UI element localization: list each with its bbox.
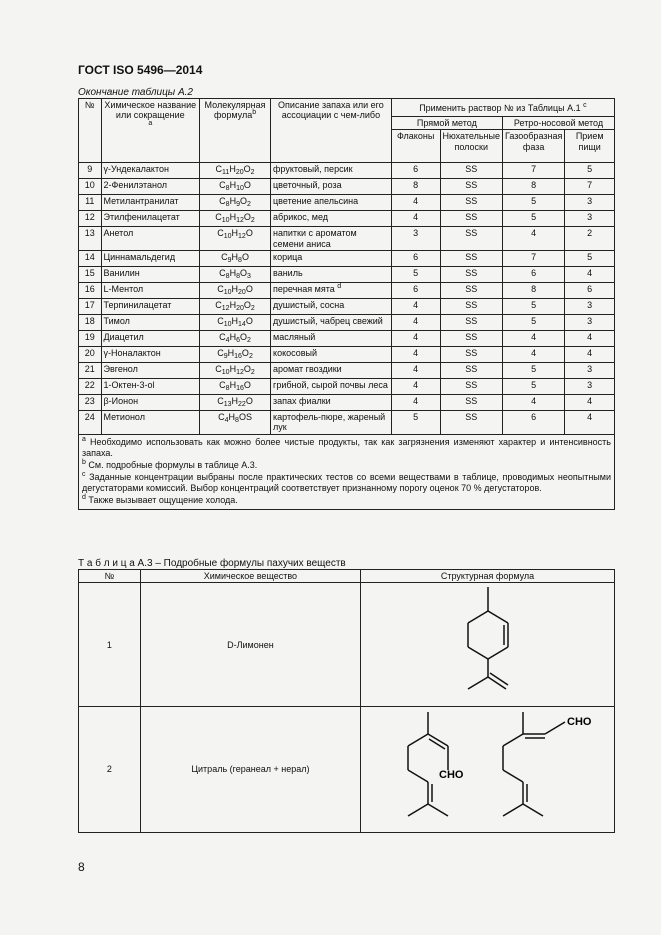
- table-row: [79, 315, 615, 331]
- table-row: [79, 707, 615, 832]
- molecular-formula: $C_4H_6O_2$: [200, 331, 271, 347]
- gas-phase-solution: 4: [502, 347, 564, 363]
- row-number: 13: [79, 227, 102, 251]
- table-row: [79, 379, 615, 395]
- food-solution: 3: [565, 299, 615, 315]
- molecular-formula: $C_{13}H_{22}O$: [200, 395, 271, 411]
- table-row: [79, 583, 615, 707]
- table-row: [79, 251, 615, 267]
- col-header-formula: Молекулярная формула$^b$: [200, 99, 271, 163]
- food-solution: 4: [565, 331, 615, 347]
- chemical-name: Циннамальдегид: [101, 251, 200, 267]
- gas-phase-solution: 7: [502, 163, 564, 179]
- cho-label: CHO: [566, 716, 591, 729]
- strip-solution: SS: [440, 211, 502, 227]
- col-header-apply: Применить раствор № из Таблицы А.1 $^c$: [391, 99, 614, 117]
- molecular-formula: $C_4H_8OS$: [200, 411, 271, 435]
- substance-name: Цитраль (геранеал + нерал): [140, 707, 360, 832]
- gas-phase-solution: 8: [502, 283, 564, 299]
- flacon-solution: 4: [391, 195, 440, 211]
- gas-phase-solution: 6: [502, 411, 564, 435]
- strip-solution: SS: [440, 411, 502, 435]
- food-solution: 2: [565, 227, 615, 251]
- table-row: [79, 411, 615, 435]
- col-header-substance: Химическое вещество: [140, 570, 360, 583]
- gas-phase-solution: 5: [502, 299, 564, 315]
- strip-solution: SS: [440, 299, 502, 315]
- chemical-name: Анетол: [101, 227, 200, 251]
- food-solution: 5: [565, 251, 615, 267]
- chemical-name: Этилфенилацетат: [101, 211, 200, 227]
- food-solution: 4: [565, 347, 615, 363]
- row-number: 21: [79, 363, 102, 379]
- row-number: 15: [79, 267, 102, 283]
- odor-description: корица: [271, 251, 392, 267]
- row-number: 19: [79, 331, 102, 347]
- structure-citral: [361, 707, 615, 832]
- gas-phase-solution: 4: [502, 331, 564, 347]
- strip-solution: SS: [440, 283, 502, 299]
- cho-label: CHO: [438, 769, 463, 782]
- structure-limonene: [361, 583, 615, 707]
- flacon-solution: 6: [391, 163, 440, 179]
- gas-phase-solution: 5: [502, 211, 564, 227]
- table-row: [79, 195, 615, 211]
- flacon-solution: 8: [391, 179, 440, 195]
- flacon-solution: 6: [391, 251, 440, 267]
- row-number: 10: [79, 179, 102, 195]
- odor-description: фруктовый, персик: [271, 163, 392, 179]
- odor-description: масляный: [271, 331, 392, 347]
- col-header-food: Прием пищи: [565, 130, 615, 163]
- strip-solution: SS: [440, 379, 502, 395]
- flacon-solution: 4: [391, 299, 440, 315]
- chemical-name: Ванилин: [101, 267, 200, 283]
- table-row: [79, 283, 615, 299]
- flacon-solution: 4: [391, 211, 440, 227]
- flacon-solution: 4: [391, 395, 440, 411]
- molecular-formula: $C_{10}H_{20}O$: [200, 283, 271, 299]
- row-number: 2: [79, 707, 141, 832]
- odor-description: кокосовый: [271, 347, 392, 363]
- strip-solution: SS: [440, 227, 502, 251]
- limonene-structure-image: [448, 585, 528, 703]
- col-header-retro: Ретро-носовой метод: [502, 117, 614, 130]
- molecular-formula: $C_8H_9O_2$: [200, 195, 271, 211]
- col-header-flacons: Флаконы: [391, 130, 440, 163]
- chemical-name: Терпинилацетат: [101, 299, 200, 315]
- odor-description: аромат гвоздики: [271, 363, 392, 379]
- table-row: [79, 179, 615, 195]
- molecular-formula: $C_8H_{16}O$: [200, 379, 271, 395]
- food-solution: 4: [565, 411, 615, 435]
- flacon-solution: 5: [391, 411, 440, 435]
- page-number: 8: [78, 860, 85, 874]
- col-header-direct: Прямой метод: [391, 117, 502, 130]
- table-footnotes: [79, 434, 615, 509]
- footnote: $^b$ См. подробные формулы в таблице А.3.: [82, 459, 258, 471]
- strip-solution: SS: [440, 347, 502, 363]
- chemical-name: Эвгенол: [101, 363, 200, 379]
- citral-structure-image: [373, 708, 603, 828]
- row-number: 9: [79, 163, 102, 179]
- chemical-name: 2-Фенилэтанол: [101, 179, 200, 195]
- molecular-formula: $C_8H_{10}O$: [200, 179, 271, 195]
- col-header-structure: Структурная формула: [361, 570, 615, 583]
- table-row: [79, 267, 615, 283]
- gas-phase-solution: 4: [502, 227, 564, 251]
- col-header-description: Описание запаха или его ассоциации с чем-либо: [271, 99, 392, 163]
- strip-solution: SS: [440, 163, 502, 179]
- table-row: [79, 363, 615, 379]
- flacon-solution: 4: [391, 379, 440, 395]
- odor-description: ваниль: [271, 267, 392, 283]
- food-solution: 4: [565, 267, 615, 283]
- odor-description: картофель-пюре, жареный лук: [271, 411, 392, 435]
- odor-description: запах фиалки: [271, 395, 392, 411]
- flacon-solution: 3: [391, 227, 440, 251]
- row-number: 16: [79, 283, 102, 299]
- food-solution: 3: [565, 379, 615, 395]
- strip-solution: SS: [440, 267, 502, 283]
- chemical-name: β-Ионон: [101, 395, 200, 411]
- chemical-name: L-Ментол: [101, 283, 200, 299]
- table-row: [79, 299, 615, 315]
- gas-phase-solution: 5: [502, 379, 564, 395]
- table-row: [79, 227, 615, 251]
- food-solution: 6: [565, 283, 615, 299]
- molecular-formula: $C_{12}H_{20}O_2$: [200, 299, 271, 315]
- food-solution: 3: [565, 195, 615, 211]
- table-a3: [78, 569, 615, 833]
- chemical-name: Диацетил: [101, 331, 200, 347]
- flacon-solution: 4: [391, 347, 440, 363]
- gas-phase-solution: 7: [502, 251, 564, 267]
- chemical-name: γ-Ундекалактон: [101, 163, 200, 179]
- odor-description: душистый, сосна: [271, 299, 392, 315]
- gas-phase-solution: 5: [502, 195, 564, 211]
- food-solution: 3: [565, 315, 615, 331]
- molecular-formula: $C_9H_8O$: [200, 251, 271, 267]
- table-row: [79, 347, 615, 363]
- table-row: [79, 331, 615, 347]
- food-solution: 7: [565, 179, 615, 195]
- table-a2: [78, 98, 615, 510]
- odor-description: абрикос, мед: [271, 211, 392, 227]
- row-number: 23: [79, 395, 102, 411]
- gas-phase-solution: 8: [502, 179, 564, 195]
- document-header: ГОСТ ISO 5496—2014: [78, 63, 203, 77]
- molecular-formula: $C_{10}H_{12}O_2$: [200, 363, 271, 379]
- footnote: $^a$ Необходимо использовать как можно более чистые продукты, так как загрязнения изменяют характер и интенсивность запаха.: [82, 435, 611, 459]
- row-number: 17: [79, 299, 102, 315]
- strip-solution: SS: [440, 331, 502, 347]
- molecular-formula: $C_{10}H_{12}O$: [200, 227, 271, 251]
- strip-solution: SS: [440, 195, 502, 211]
- gas-phase-solution: 4: [502, 395, 564, 411]
- chemical-name: γ-Ноналактон: [101, 347, 200, 363]
- molecular-formula: $C_8H_8O_3$: [200, 267, 271, 283]
- food-solution: 3: [565, 363, 615, 379]
- flacon-solution: 4: [391, 331, 440, 347]
- strip-solution: SS: [440, 251, 502, 267]
- odor-description: перечная мята $^d$: [271, 283, 392, 299]
- molecular-formula: $C_9H_{16}O_2$: [200, 347, 271, 363]
- row-number: 12: [79, 211, 102, 227]
- flacon-solution: 4: [391, 363, 440, 379]
- footnote: $^d$ Также вызывает ощущение холода.: [82, 494, 238, 506]
- col-header-num: №: [79, 99, 102, 163]
- odor-description: душистый, чабрец свежий: [271, 315, 392, 331]
- odor-description: цветочный, роза: [271, 179, 392, 195]
- chemical-name: 1-Октен-3-ol: [101, 379, 200, 395]
- table-a2-caption: Окончание таблицы А.2: [78, 87, 193, 98]
- strip-solution: SS: [440, 363, 502, 379]
- flacon-solution: 5: [391, 267, 440, 283]
- row-number: 11: [79, 195, 102, 211]
- flacon-solution: 6: [391, 283, 440, 299]
- food-solution: 4: [565, 395, 615, 411]
- row-number: 14: [79, 251, 102, 267]
- chemical-name: Метилантранилат: [101, 195, 200, 211]
- row-number: 24: [79, 411, 102, 435]
- row-number: 18: [79, 315, 102, 331]
- food-solution: 3: [565, 211, 615, 227]
- col-header-gas: Газообразная фаза: [502, 130, 564, 163]
- odor-description: грибной, сырой почвы леса: [271, 379, 392, 395]
- odor-description: напитки с ароматом семени аниса: [271, 227, 392, 251]
- table-row: [79, 163, 615, 179]
- chemical-name: Тимол: [101, 315, 200, 331]
- molecular-formula: $C_{10}H_{14}O$: [200, 315, 271, 331]
- odor-description: цветение апельсина: [271, 195, 392, 211]
- col-header-name: Химическое название или сокращение $^a$: [101, 99, 200, 163]
- footnote: $^c$ Заданные концентрации выбраны после практических тестов со всеми веществами в таблице, проводимых неопытными дегустаторами комиссий. Выбор концентраций соответствует признанному порогу оценок 70 % дегустаторов.: [82, 470, 611, 494]
- strip-solution: SS: [440, 179, 502, 195]
- chemical-name: Метионол: [101, 411, 200, 435]
- molecular-formula: $C_{10}H_{12}O_2$: [200, 211, 271, 227]
- food-solution: 5: [565, 163, 615, 179]
- col-header-strips: Нюхательные полоски: [440, 130, 502, 163]
- table-row: [79, 395, 615, 411]
- molecular-formula: $C_{11}H_{20}O_2$: [200, 163, 271, 179]
- table-row: [79, 211, 615, 227]
- gas-phase-solution: 6: [502, 267, 564, 283]
- row-number: 22: [79, 379, 102, 395]
- row-number: 1: [79, 583, 141, 707]
- strip-solution: SS: [440, 395, 502, 411]
- strip-solution: SS: [440, 315, 502, 331]
- col-header-num: №: [79, 570, 141, 583]
- row-number: 20: [79, 347, 102, 363]
- gas-phase-solution: 5: [502, 315, 564, 331]
- flacon-solution: 4: [391, 315, 440, 331]
- substance-name: D-Лимонен: [140, 583, 360, 707]
- gas-phase-solution: 5: [502, 363, 564, 379]
- table-a3-caption: Т а б л и ц а А.3 – Подробные формулы пахучих веществ: [78, 558, 346, 569]
